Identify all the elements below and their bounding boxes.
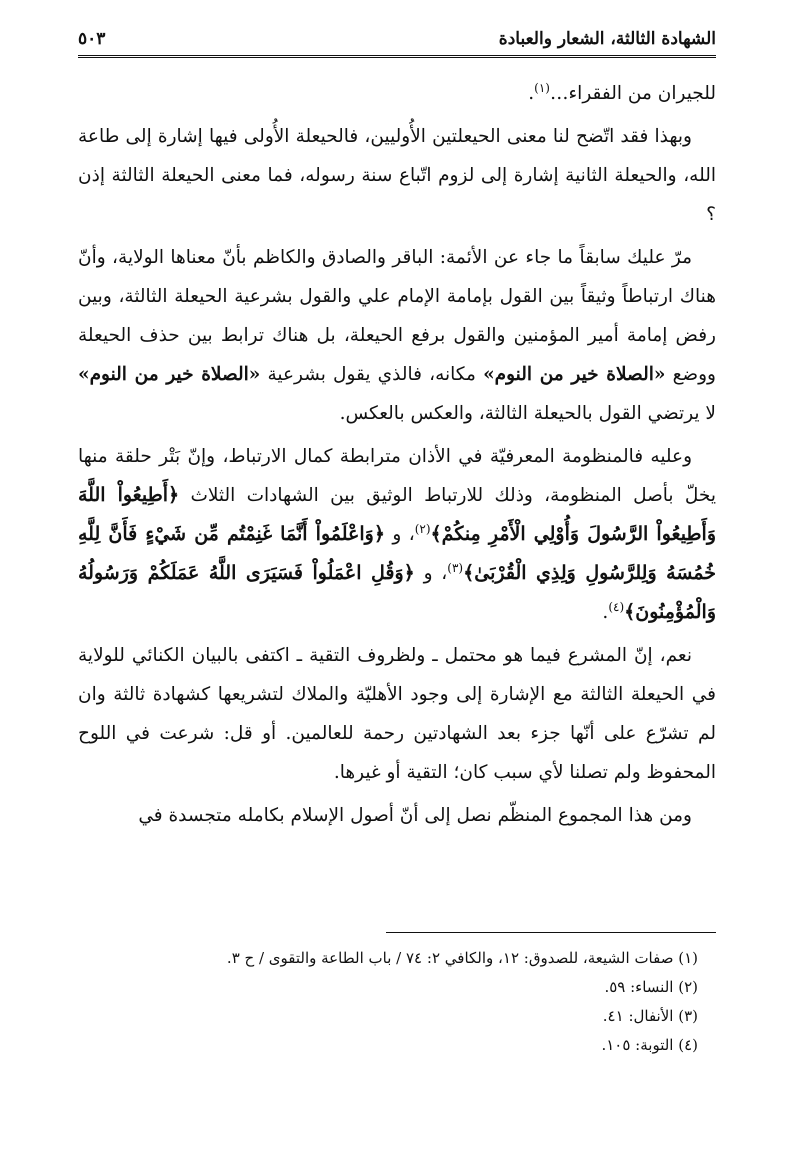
footnotes [78,944,698,1060]
text-run: ، و [392,524,415,545]
footnote-item: (٤) التوبة: ١٠٥. [601,1036,698,1054]
text-run: لا يرتضي القول بالحيعلة الثالثة، والعكس بالعكس. [339,403,716,424]
running-header [78,26,716,58]
footnote-ref[interactable]: (٣) [447,560,464,575]
quran-verse: ﴿أَطِيعُواْ اللَّهَ وَأَطِيعُواْ الرَّسُولَ وَأُوْلِي الْأَمْرِ مِنكُمْ﴾ [78,484,716,545]
quoted-phrase: «الصلاة خير من النوم» [78,364,261,385]
footnote-item: (٣) الأنفال: ٤١. [602,1007,698,1025]
footnote-ref[interactable]: (١) [534,80,550,95]
quran-verse: ﴿وَقُلِ اعْمَلُواْ فَسَيَرَى اللَّهُ عَمَلَكُمْ وَرَسُولُهُ وَالْمُؤْمِنُونَ﴾ [78,562,716,623]
paragraph [78,238,716,433]
main-text [78,74,716,839]
quran-verse: ﴿وَاعْلَمُواْ أَنَّمَا غَنِمْتُم مِّن شَيْءٍ فَأَنَّ لِلَّهِ خُمُسَهُ وَلِلرَّسُولِ وَلِذِي الْقُرْبَىٰ﴾ [78,523,716,584]
page-number: ٥٠٣ [78,29,106,49]
text-run: وعليه فالمنظومة المعرفيّة في الأذان مترابطة كمال الارتباط، وإنّ بَتْر حلقة منها يخلّ بأصل المنظومة، وذلك للارتباط الوثيق بين الشهادات الثلاث [78,446,716,506]
text-run: ، و [423,563,448,584]
footnote-ref[interactable]: (٢) [414,521,431,536]
paragraph [78,74,716,113]
paragraph [78,437,716,632]
text-run: . [602,602,609,623]
paragraph: نعم، إنّ المشرع فيما هو محتمل ـ ولظروف التقية ـ اكتفى بالبيان الكنائي للولاية في الحيعلة الثالثة مع الإشارة إلى وجود الأهليّة والملاك لتشريعها كشهادة ثالثة وان لم تشرّع على أنّها جزء بعد الشهادتين رحمة للعالمين. أو قل: شرعت في اللوح المحفوظ ولم تصلنا لأي سبب كان؛ التقية أو غيرها. [78,645,716,783]
quoted-phrase: «الصلاة خير من النوم» [483,364,666,385]
paragraph: وبهذا فقد اتّضح لنا معنى الحيعلتين الأُوليين، فالحيعلة الأُولى فيها إشارة إلى طاعة الله، والحيعلة الثانية إشارة إلى لزوم اتّباع سنة رسوله، فما معنى الحيعلة الثالثة إذن ؟ [78,126,716,225]
text-run: . [528,83,535,104]
paragraph: ومن هذا المجموع المنظّم نصل إلى أنّ أصول الإسلام بكامله متجسدة في [138,805,692,826]
chapter-title: الشهادة الثالثة، الشعار والعبادة [498,29,716,49]
footnote-item: (٢) النساء: ٥٩. [604,978,698,996]
text-run: مرّ عليك سابقاً ما جاء عن الأئمة: الباقر والصادق والكاظم بأنّ معناها الولاية، وأنّ هناك ارتباطاً وثيقاً بين القول بإمامة الإمام علي والقول بشرعية الحيعلة الثالثة، وبين رفض إمامة أمير المؤمنين والقول برفع الحيعلة، بل هناك ترابط بين حذف الحيعلة ووضع [78,247,716,385]
text-run: للجيران من الفقراء… [549,83,716,104]
footnote-ref[interactable]: (٤) [608,599,625,614]
footnote-divider [386,932,716,933]
footnote-item: (١) صفات الشيعة، للصدوق: ١٢، والكافي ٢: ٧٤ / باب الطاعة والتقوى / ح ٣. [226,949,698,967]
text-run: مكانه، فالذي يقول بشرعية [267,364,476,385]
